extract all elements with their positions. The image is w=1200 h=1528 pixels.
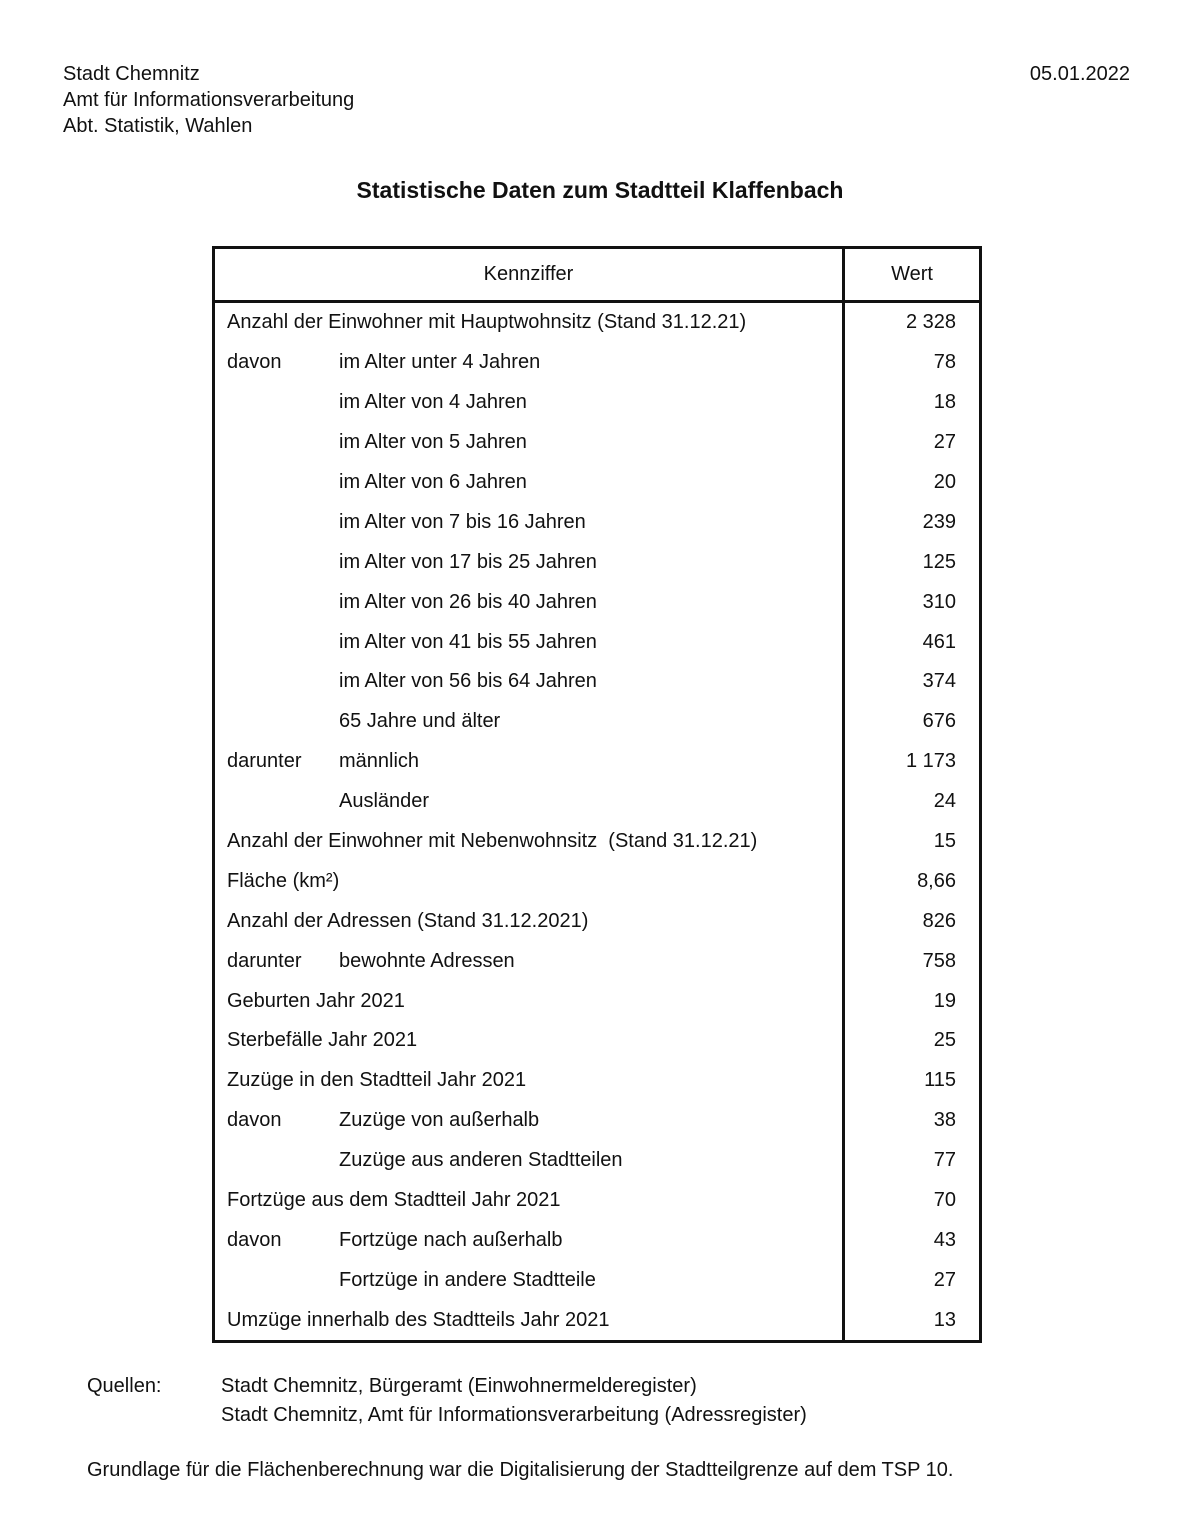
row-label: im Alter von 56 bis 64 Jahren (339, 670, 597, 693)
wert-cell (842, 1149, 979, 1172)
wert-cell (842, 311, 979, 334)
kennziffer-cell (215, 670, 842, 693)
row-prefix: davon (227, 1228, 282, 1251)
row-label: Anzahl der Adressen (Stand 31.12.2021) (227, 909, 589, 932)
table-row (215, 1141, 979, 1181)
wert-cell (842, 750, 979, 773)
document-date: 05.01.2022 (1029, 63, 1130, 85)
row-label: im Alter von 7 bis 16 Jahren (339, 510, 586, 533)
row-value: 20 (933, 471, 956, 493)
sender-line-3: Abt. Statistik, Wahlen (63, 115, 253, 137)
kennziffer-cell (215, 311, 842, 334)
row-value: 70 (933, 1189, 956, 1212)
kennziffer-cell (215, 631, 842, 654)
wert-cell (842, 591, 979, 614)
sender-line-1: Stadt Chemnitz (63, 63, 200, 85)
row-value: 38 (933, 1109, 956, 1132)
wert-cell (842, 1309, 979, 1332)
row-value: 78 (933, 351, 956, 374)
wert-cell (842, 830, 979, 853)
row-label: Zuzüge aus anderen Stadtteilen (339, 1149, 623, 1172)
table-row (215, 782, 979, 822)
table-row (215, 941, 979, 981)
kennziffer-cell (215, 830, 842, 853)
table-row (215, 622, 979, 662)
kennziffer-cell (215, 1269, 842, 1292)
row-label: Zuzüge von außerhalb (339, 1109, 540, 1132)
kennziffer-cell (215, 1029, 842, 1052)
kennziffer-cell (215, 870, 842, 893)
wert-cell (842, 1029, 979, 1052)
source-line: Stadt Chemnitz, Amt für Informationsverarbeitung (Adressregister) (221, 1404, 807, 1426)
sources-label: Quellen: (87, 1375, 162, 1397)
row-prefix: darunter (227, 949, 302, 972)
kennziffer-cell (215, 431, 842, 454)
column-header-wert: Wert (891, 263, 933, 285)
row-label: Fortzüge nach außerhalb (339, 1228, 563, 1251)
table-row (215, 542, 979, 582)
kennziffer-cell (215, 750, 842, 773)
sources-block (87, 1372, 807, 1430)
table-row (215, 423, 979, 463)
kennziffer-cell (215, 790, 842, 813)
row-value: 27 (933, 431, 956, 454)
wert-cell (842, 471, 979, 494)
table-row (215, 383, 979, 423)
wert-cell (842, 1109, 979, 1132)
wert-cell (842, 950, 979, 973)
kennziffer-cell (215, 511, 842, 534)
row-label: Anzahl der Einwohner mit Nebenwohnsitz (Stand 31.12.21) (227, 830, 758, 853)
wert-cell (842, 910, 979, 933)
row-label: Fortzüge in andere Stadtteile (339, 1268, 596, 1291)
kennziffer-cell (215, 990, 842, 1013)
table-header-row (215, 249, 979, 303)
wert-cell (842, 1229, 979, 1252)
row-prefix: darunter (227, 750, 302, 773)
wert-cell (842, 710, 979, 733)
column-header-kennziffer: Kennziffer (483, 263, 574, 285)
kennziffer-cell (215, 1109, 842, 1132)
table-row (215, 861, 979, 901)
table-row (215, 1220, 979, 1260)
row-label: im Alter von 4 Jahren (339, 391, 527, 414)
row-label: im Alter unter 4 Jahren (339, 351, 541, 374)
wert-cell (842, 790, 979, 813)
row-label: bewohnte Adressen (339, 949, 515, 972)
row-value: 43 (933, 1228, 956, 1251)
row-value: 8,66 (917, 869, 956, 892)
row-label: männlich (339, 750, 420, 773)
kennziffer-cell (215, 471, 842, 494)
row-label: Fortzüge aus dem Stadtteil Jahr 2021 (227, 1189, 561, 1212)
row-value: 27 (933, 1268, 956, 1291)
row-value: 13 (933, 1308, 956, 1331)
table-row (215, 1300, 979, 1340)
row-label: Sterbefälle Jahr 2021 (227, 1029, 418, 1052)
sources-lines (221, 1372, 807, 1430)
kennziffer-cell (215, 1189, 842, 1212)
row-value: 758 (922, 949, 956, 972)
table-row (215, 901, 979, 941)
sender-line-2: Amt für Informationsverarbeitung (63, 89, 355, 111)
source-line: Stadt Chemnitz, Bürgeramt (Einwohnermelderegister) (221, 1375, 697, 1397)
row-value: 461 (922, 630, 956, 653)
kennziffer-cell (215, 910, 842, 933)
table-row (215, 1021, 979, 1061)
table-row (215, 981, 979, 1021)
row-prefix: davon (227, 1109, 282, 1132)
table-row (215, 303, 979, 343)
wert-cell (842, 1269, 979, 1292)
row-value: 826 (922, 909, 956, 932)
wert-cell (842, 511, 979, 534)
row-label: im Alter von 17 bis 25 Jahren (339, 550, 597, 573)
row-value: 115 (924, 1069, 956, 1092)
wert-cell (842, 1069, 979, 1092)
row-value: 239 (922, 510, 956, 533)
table-row (215, 702, 979, 742)
kennziffer-cell (215, 1069, 842, 1092)
row-value: 2 328 (905, 311, 956, 334)
kennziffer-cell (215, 950, 842, 973)
row-label: Fläche (km²) (227, 869, 340, 892)
row-label: im Alter von 5 Jahren (339, 431, 527, 454)
row-label: im Alter von 41 bis 55 Jahren (339, 630, 597, 653)
row-label: Ausländer (339, 790, 430, 813)
row-value: 19 (933, 989, 956, 1012)
row-value: 676 (922, 710, 956, 733)
table-row (215, 463, 979, 503)
area-calculation-note: Grundlage für die Flächenberechnung war die Digitalisierung der Stadtteilgrenze auf dem TSP 10. (87, 1459, 954, 1481)
table-row (215, 502, 979, 542)
kennziffer-cell (215, 551, 842, 574)
row-value: 1 173 (905, 750, 956, 773)
table-row (215, 343, 979, 383)
row-value: 18 (933, 391, 956, 414)
kennziffer-cell (215, 1149, 842, 1172)
row-value: 24 (933, 790, 956, 813)
table-row (215, 1260, 979, 1300)
kennziffer-cell (215, 391, 842, 414)
wert-cell (842, 990, 979, 1013)
row-label: Anzahl der Einwohner mit Hauptwohnsitz (Stand 31.12.21) (227, 311, 747, 334)
row-value: 77 (933, 1149, 956, 1172)
wert-cell (842, 391, 979, 414)
wert-cell (842, 631, 979, 654)
table-row (215, 822, 979, 862)
table-row (215, 1101, 979, 1141)
wert-cell (842, 670, 979, 693)
wert-cell (842, 1189, 979, 1212)
wert-cell (842, 551, 979, 574)
kennziffer-cell (215, 710, 842, 733)
row-value: 25 (933, 1029, 956, 1052)
page-title: Statistische Daten zum Stadtteil Klaffenbach (356, 177, 844, 203)
wert-cell (842, 431, 979, 454)
kennziffer-cell (215, 1309, 842, 1332)
row-label: im Alter von 6 Jahren (339, 471, 527, 493)
wert-cell (842, 870, 979, 893)
row-value: 125 (922, 550, 956, 573)
wert-cell (842, 351, 979, 374)
table-body (215, 303, 979, 1340)
row-value: 310 (922, 590, 956, 613)
sender-block (63, 61, 354, 139)
row-prefix: davon (227, 351, 282, 374)
statistics-table (212, 246, 982, 1343)
row-label: Geburten Jahr 2021 (227, 989, 405, 1012)
kennziffer-cell (215, 351, 842, 374)
row-label: Umzüge innerhalb des Stadtteils Jahr 2021 (227, 1308, 610, 1331)
row-value: 374 (922, 670, 956, 693)
table-row (215, 662, 979, 702)
table-row (215, 582, 979, 622)
row-label: im Alter von 26 bis 40 Jahren (339, 590, 597, 613)
row-value: 15 (933, 830, 956, 853)
table-row (215, 742, 979, 782)
row-label: 65 Jahre und älter (339, 710, 501, 733)
row-label: Zuzüge in den Stadtteil Jahr 2021 (227, 1069, 527, 1092)
kennziffer-cell (215, 591, 842, 614)
kennziffer-cell (215, 1229, 842, 1252)
table-row (215, 1181, 979, 1221)
table-row (215, 1061, 979, 1101)
